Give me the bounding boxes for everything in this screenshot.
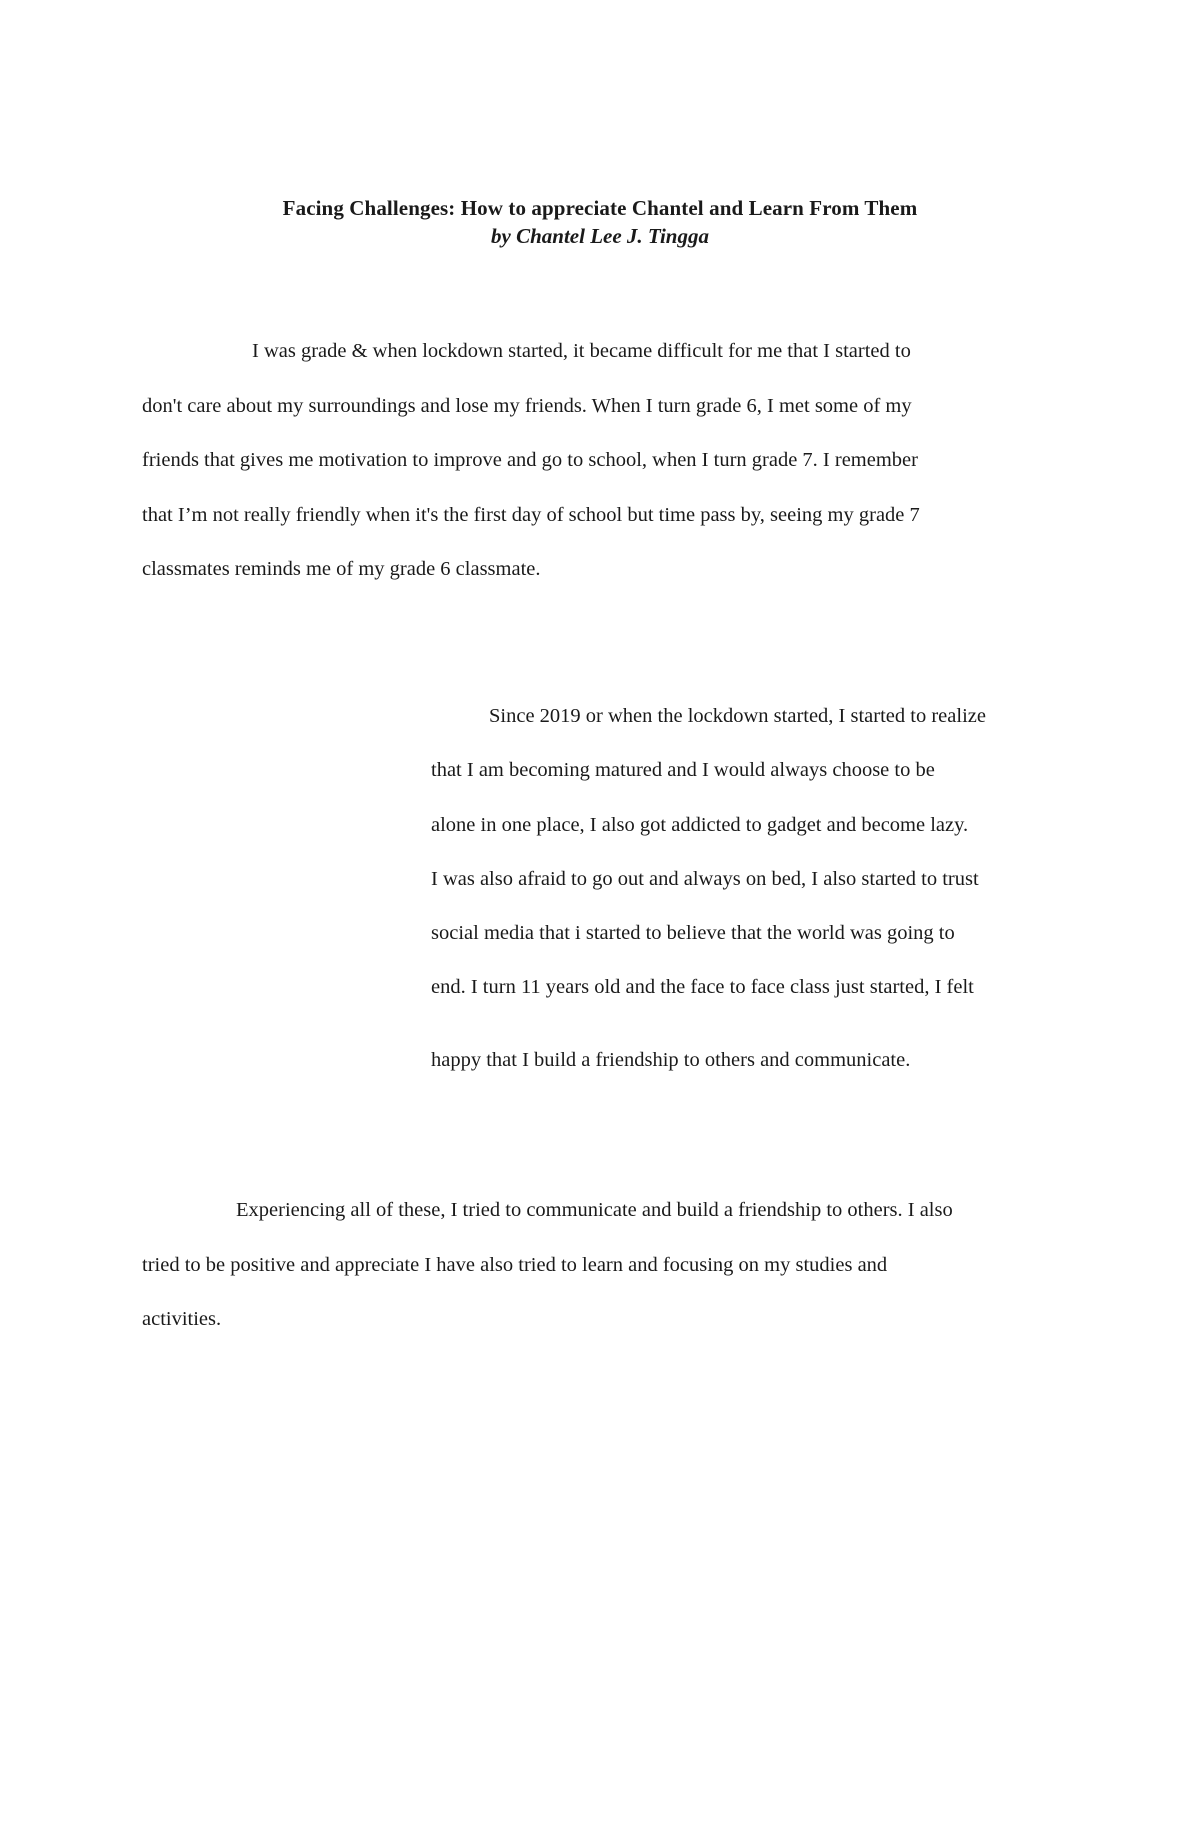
paragraph-line: tried to be positive and appreciate I have also tried to learn and focusing on my studies and [142,1253,888,1276]
paragraph-line: Experiencing all of these, I tried to communicate and build a friendship to others. I also [236,1199,953,1221]
paragraph-line: that I’m not really friendly when it's the first day of school but time pass by, seeing my grade 7 [142,503,920,526]
paragraph-1 [142,324,920,597]
paragraph-line: classmates reminds me of my grade 6 classmate. [142,558,541,580]
paragraph-line: friends that gives me motivation to improve and go to school, when I turn grade 7. I remember [142,449,918,471]
paragraph-line: that I am becoming matured and I would always choose to be [431,759,935,782]
paragraph-line: I was also afraid to go out and always on bed, I also started to trust [431,867,979,890]
paragraph-line: activities. [142,1308,222,1330]
paragraph-line: social media that i started to believe that the world was going to [431,922,955,945]
paragraph-line: alone in one place, I also got addicted to gadget and become lazy. [431,813,969,836]
paragraph-2 [431,689,986,1087]
document-title: Facing Challenges: How to appreciate Chantel and Learn From Them [282,196,918,220]
paragraph-line: I was grade & when lockdown started, it became difficult for me that I started to [252,340,911,362]
document-byline: by Chantel Lee J. Tingga [491,224,709,248]
paragraph-3 [142,1183,953,1347]
paragraph-line: don't care about my surroundings and lose my friends. When I turn grade 6, I met some of my [142,394,912,417]
paragraph-line: happy that I build a friendship to others and communicate. [431,1048,911,1071]
paragraph-line: end. I turn 11 years old and the face to face class just started, I felt [431,976,974,999]
paragraph-line: Since 2019 or when the lockdown started, I started to realize [489,705,986,727]
